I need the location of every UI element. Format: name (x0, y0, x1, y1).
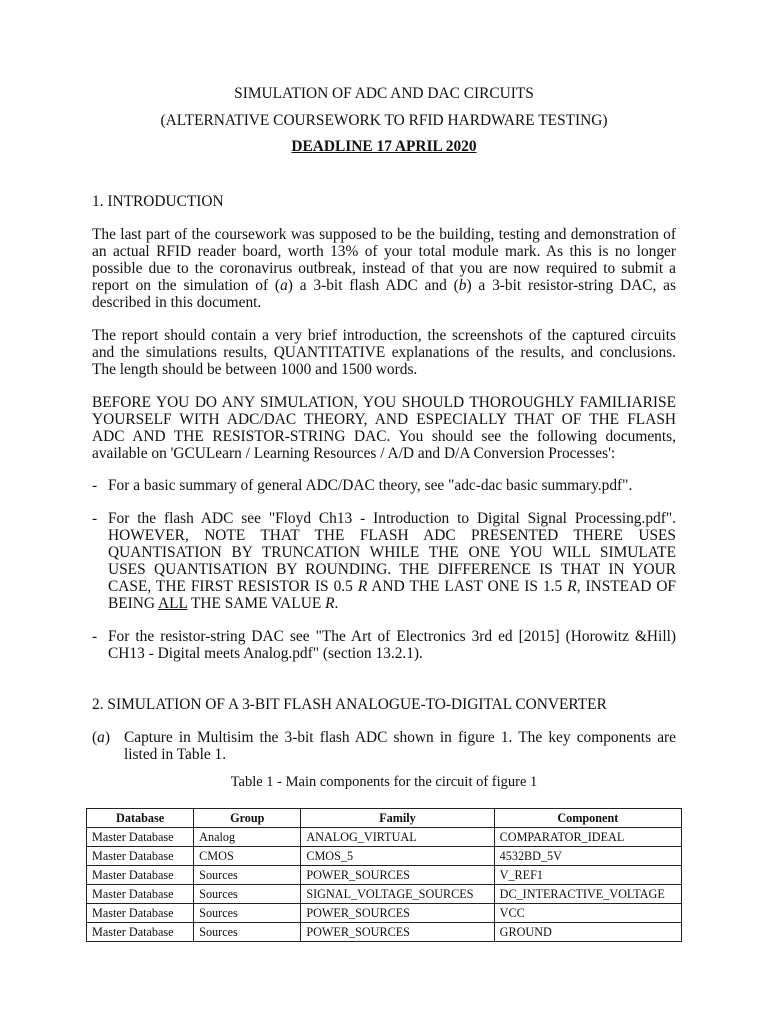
table-cell: Master Database (87, 847, 194, 866)
list-item-a (92, 729, 676, 763)
column-header-group: Group (194, 809, 301, 828)
text-line: BEFORE YOU DO ANY SIMULATION, YOU SHOULD THOROUGHLY FAMILIARISE (92, 394, 676, 411)
bullet-dash: - (92, 510, 98, 527)
bullet-item-flash-adc (92, 510, 676, 612)
table-cell: SIGNAL_VOLTAGE_SOURCES (301, 885, 494, 904)
text-line (108, 578, 676, 595)
doc-title: SIMULATION OF ADC AND DAC CIRCUITS (234, 85, 534, 102)
text-line: USES QUANTISATION BY ROUNDING. THE DIFFERENCE IS THAT IN YOUR (108, 561, 676, 578)
document-page (92, 85, 676, 791)
text-line: described in this document. (92, 294, 262, 311)
bullet-dash: - (92, 477, 98, 494)
text-run-italic: R (567, 578, 577, 595)
text-line: HOWEVER, NOTE THAT THE FLASH ADC PRESENTED THERE USES (108, 527, 676, 544)
section-heading-introduction: 1. INTRODUCTION (92, 193, 224, 210)
table-cell: CMOS_5 (301, 847, 494, 866)
text-line: YOURSELF WITH ADC/DAC THEORY, AND ESPECIALLY THAT OF THE FLASH (92, 411, 676, 428)
table-row (87, 847, 682, 866)
text-line: For the resistor-string DAC see "The Art of Electronics 3rd ed [2015] (Horowitz &Hill) (108, 628, 676, 645)
table-row (87, 904, 682, 923)
table-cell: Sources (194, 885, 301, 904)
text-line: The last part of the coursework was supposed to be the building, testing and demonstration of (92, 226, 676, 243)
text-run: , INSTEAD OF (576, 578, 676, 595)
text-line (108, 595, 676, 612)
table-cell: CMOS (194, 847, 301, 866)
text-line: an actual RFID reader board, worth 13% of your total module mark. As this is no longer (92, 243, 676, 260)
table-row (87, 885, 682, 904)
table-cell: Sources (194, 866, 301, 885)
bullet-dash: - (92, 628, 98, 645)
table-cell: ANALOG_VIRTUAL (301, 828, 494, 847)
doc-subtitle: (ALTERNATIVE COURSEWORK TO RFID HARDWARE TESTING) (160, 112, 608, 129)
text-run: CASE, THE FIRST RESISTOR IS 0.5 (108, 578, 358, 595)
table-cell: COMPARATOR_IDEAL (494, 828, 681, 847)
table-cell: VCC (494, 904, 681, 923)
text-run: THE SAME VALUE (187, 595, 326, 612)
text-line: The length should be between 1000 and 1500 words. (92, 361, 418, 378)
table-caption: Table 1 - Main components for the circuit of figure 1 (230, 774, 538, 790)
table-row (87, 828, 682, 847)
components-table (86, 808, 682, 942)
table-cell: V_REF1 (494, 866, 681, 885)
column-header-family: Family (301, 809, 494, 828)
text-line (92, 277, 676, 294)
bullet-item-basic-summary (92, 477, 676, 494)
text-run: ( (92, 729, 98, 746)
text-run-italic: a (280, 277, 288, 294)
table-cell: Master Database (87, 923, 194, 942)
bullet-item-resistor-string-dac (92, 628, 676, 662)
text-run: ) a 3-bit flash ADC and ( (287, 277, 459, 294)
text-run: . (334, 595, 339, 612)
table-cell: Sources (194, 904, 301, 923)
text-run-italic: R (357, 578, 368, 595)
table-cell: GROUND (494, 923, 681, 942)
text-run-underline: ALL (158, 595, 188, 612)
table-cell: POWER_SOURCES (301, 866, 494, 885)
item-marker (92, 729, 110, 746)
text-line: The report should contain a very brief introduction, the screenshots of the captured circuits (92, 327, 676, 344)
text-line: Capture in Multisim the 3-bit flash ADC shown in figure 1. The key components are (124, 729, 676, 746)
text-run-italic: b (458, 277, 467, 294)
table-cell: POWER_SOURCES (301, 923, 494, 942)
table-row (87, 866, 682, 885)
text-run-italic: R (325, 595, 335, 612)
table-cell: Master Database (87, 885, 194, 904)
doc-deadline: DEADLINE 17 APRIL 2020 (291, 138, 477, 155)
intro-paragraph-3 (92, 394, 676, 462)
column-header-database: Database (87, 809, 194, 828)
column-header-component: Component (494, 809, 681, 828)
table-row (87, 923, 682, 942)
table-cell: Master Database (87, 904, 194, 923)
text-line: CH13 - Digital meets Analog.pdf" (section 13.2.1). (108, 645, 423, 662)
table-cell: POWER_SOURCES (301, 904, 494, 923)
text-line: possible due to the coronavirus outbreak, instead of that you are now required to submit a (92, 260, 676, 277)
text-line: QUANTISATION BY TRUNCATION WHILE THE ONE YOU WILL SIMULATE (108, 544, 676, 561)
text-line: listed in Table 1. (124, 746, 227, 763)
text-run-italic: a (97, 729, 105, 746)
table-cell: Sources (194, 923, 301, 942)
text-line: For the flash ADC see "Floyd Ch13 - Introduction to Digital Signal Processing.pdf". (108, 510, 676, 527)
table-cell: DC_INTERACTIVE_VOLTAGE (494, 885, 681, 904)
text-run: ) (104, 729, 110, 746)
text-run: report on the simulation of ( (92, 277, 281, 294)
intro-paragraph-2 (92, 327, 676, 378)
text-run: ) a 3-bit resistor-string DAC, as (466, 277, 676, 294)
table-cell: Master Database (87, 866, 194, 885)
text-line: available on 'GCULearn / Learning Resources / A/D and D/A Conversion Processes': (92, 445, 616, 462)
intro-paragraph-1 (92, 226, 676, 311)
text-run: AND THE LAST ONE IS 1.5 (367, 578, 568, 595)
table-cell: Analog (194, 828, 301, 847)
section-heading-flash-adc: 2. SIMULATION OF A 3-BIT FLASH ANALOGUE-TO-DIGITAL CONVERTER (92, 696, 607, 713)
table-cell: 4532BD_5V (494, 847, 681, 866)
table-cell: Master Database (87, 828, 194, 847)
text-line: For a basic summary of general ADC/DAC theory, see "adc-dac basic summary.pdf". (108, 477, 633, 494)
text-line: and the simulations results, QUANTITATIVE explanations of the results, and conclusions. (92, 344, 676, 361)
text-line: ADC AND THE RESISTOR-STRING DAC. You should see the following documents, (92, 428, 676, 445)
text-run: BEING (108, 595, 159, 612)
table-header-row (87, 809, 682, 828)
